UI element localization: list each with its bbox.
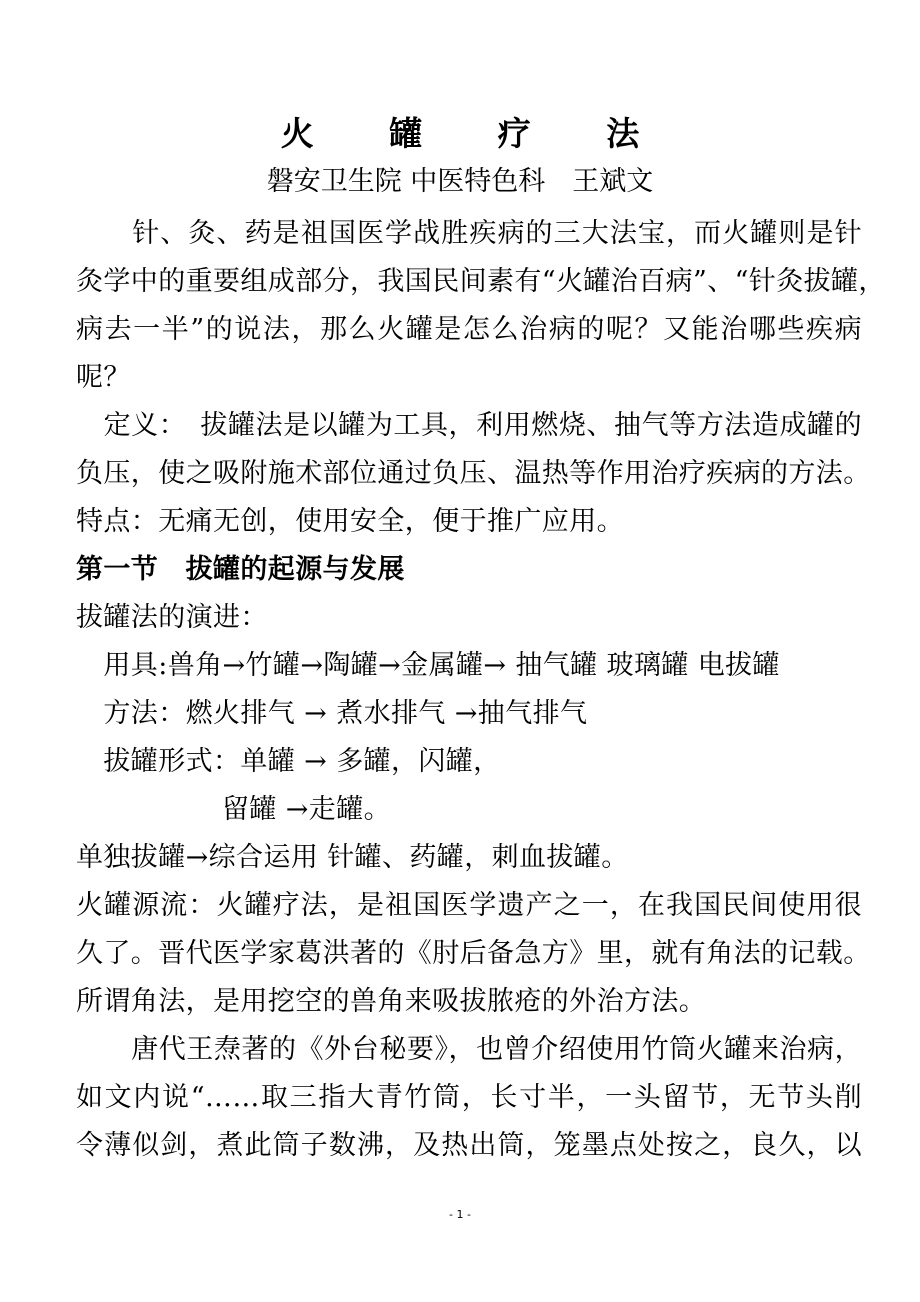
definition-line: 定义： 拔罐法是以罐为工具，利用燃烧、抽气等方法造成罐的 [76,410,862,441]
paragraph-line: 令薄似剑，煮此筒子数沸，及热出筒，笼墨点处按之，良久，以 [76,1130,862,1161]
paragraph-line: 久了。晋代医学家葛洪著的《肘后备急方》里，就有角法的记载。 [76,938,871,969]
paragraph-line: 灸学中的重要组成部分，我国民间素有“火罐治百病”、“针灸拔罐， [76,266,886,297]
evolution-heading: 拔罐法的演进： [76,602,268,633]
document-title: 火 罐 疗 法 [280,114,672,153]
page-number: - 1 - [449,1208,471,1221]
paragraph-line: 所谓角法，是用挖空的兽角来吸拔脓疮的外治方法。 [76,986,707,1017]
features-line: 特点：无痛无创，使用安全，便于推广应用。 [76,506,624,537]
section-heading: 第一节 拔罐的起源与发展 [76,554,405,585]
definition-line: 负压，使之吸附施术部位通过负压、温热等作用治疗疾病的方法。 [76,458,871,489]
paragraph-line: 唐代王焘著的《外台秘要》，也曾介绍使用竹筒火罐来治病， [76,1034,862,1065]
combined-line: 单独拔罐→综合运用 针罐、药罐，刺血拔罐。 [76,842,629,873]
document-subtitle: 磐安卫生院 中医特色科 王斌文 [266,166,654,197]
paragraph-line: 针、灸、药是祖国医学战胜疾病的三大法宝，而火罐则是针 [76,218,862,249]
tools-line: 用具:兽角→竹罐→陶罐→金属罐→ 抽气罐 玻璃罐 电拔罐 [76,650,780,681]
paragraph-line: 病去一半”的说法，那么火罐是怎么治病的呢？又能治哪些疾病 [76,314,862,345]
forms-line: 留罐 →走罐。 [76,794,391,825]
forms-line: 拔罐形式：单罐 → 多罐，闪罐， [76,746,501,777]
paragraph-line: 如文内说“……取三指大青竹筒，长寸半，一头留节，无节头削 [76,1082,862,1113]
paragraph-line: 火罐源流：火罐疗法，是祖国医学遗产之一，在我国民间使用很 [76,890,862,921]
methods-line: 方法：燃火排气 → 煮水排气 →抽气排气 [76,698,588,729]
paragraph-line: 呢？ [76,362,131,393]
